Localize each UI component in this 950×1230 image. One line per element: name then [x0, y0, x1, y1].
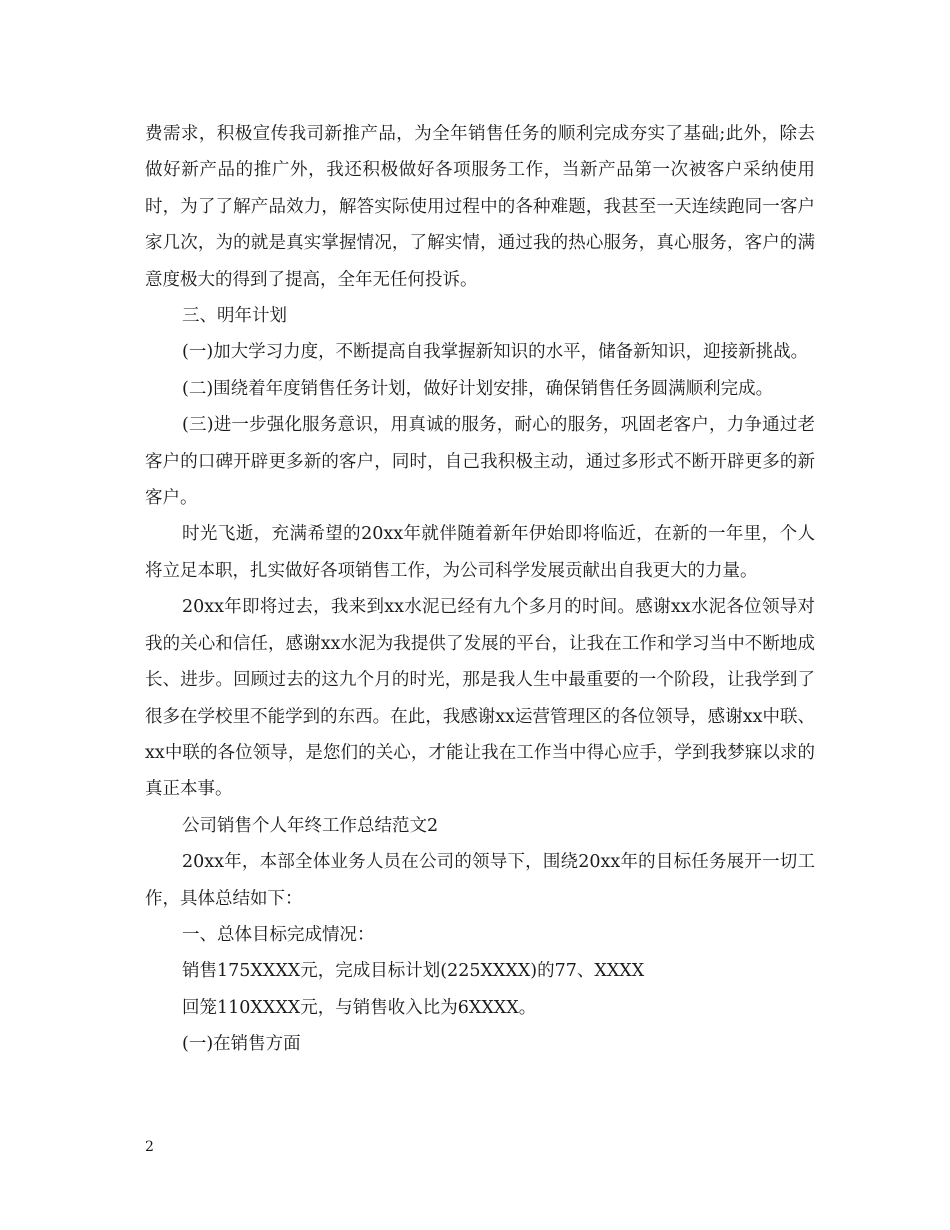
plan-item-3: (三)进一步强化服务意识，用真诚的服务，耐心的服务，巩固老客户，力争通过老客户的口碑开辟更多新的客户，同时，自己我积极主动，通过多形式不断开辟更多的新客户。: [145, 415, 815, 509]
plan-item-1: (一)加大学习力度，不断提高自我掌握新知识的水平，储备新知识，迎接新挑战。: [182, 342, 809, 363]
paragraph-service-work: 费需求，积极宣传我司新推产品，为全年销售任务的顺利完成夯实了基础;此外，除去做好新产品的推广外，我还积极做好各项服务工作，当新产品第一次被客户采纳使用时，为了了解产品效力，解答实际使用过程中的各种难题，我甚至一天连续跑同一客户家几次，为的就是真实掌握情况，了解实情，通过我的热心服务，真心服务，客户的满意度极大的得到了提高，全年无任何投诉。: [145, 124, 815, 290]
paragraph-summary-intro: 20xx年，本部全体业务人员在公司的领导下，围绕20xx年的目标任务展开一切工作，具体总结如下：: [145, 852, 815, 909]
paragraph-new-year: 时光飞逝，充满希望的20xx年就伴随着新年伊始即将临近，在新的一年里，个人将立足本职，扎实做好各项销售工作，为公司科学发展贡献出自我更大的力量。: [145, 524, 815, 581]
document-body: [145, 116, 815, 1063]
paragraph-thanks: 20xx年即将过去，我来到xx水泥已经有九个多月的时间。感谢xx水泥各位领导对我的关心和信任，感谢xx水泥为我提供了发展的平台，让我在工作和学习当中不断地成长、进步。回顾过去的这九个月的时光，那是我人生中最重要的一个阶段，让我学到了很多在学校里不能学到的东西。在此，我感谢xx运营管理区的各位领导，感谢xx中联、xx中联的各位领导，是您们的关心，才能让我在工作当中得心应手，学到我梦寐以求的真正本事。: [145, 597, 815, 800]
heading-overall-targets: 一、总体目标完成情况：: [182, 924, 375, 945]
line-sales-figure: 销售175XXXX元，完成目标计划(225XXXX)的77、XXXX: [182, 961, 645, 982]
page-number: 2: [145, 1139, 154, 1155]
heading-sales-aspect: (一)在销售方面: [182, 1034, 301, 1055]
plan-item-2: (二)围绕着年度销售任务计划，做好计划安排，确保销售任务圆满顺利完成。: [182, 378, 774, 399]
line-collection-figure: 回笼110XXXX元，与销售收入比为6XXXX。: [182, 997, 537, 1018]
heading-next-year-plan: 三、明年计划: [182, 306, 287, 327]
section-title-sample-2: 公司销售个人年终工作总结范文2: [182, 815, 439, 836]
